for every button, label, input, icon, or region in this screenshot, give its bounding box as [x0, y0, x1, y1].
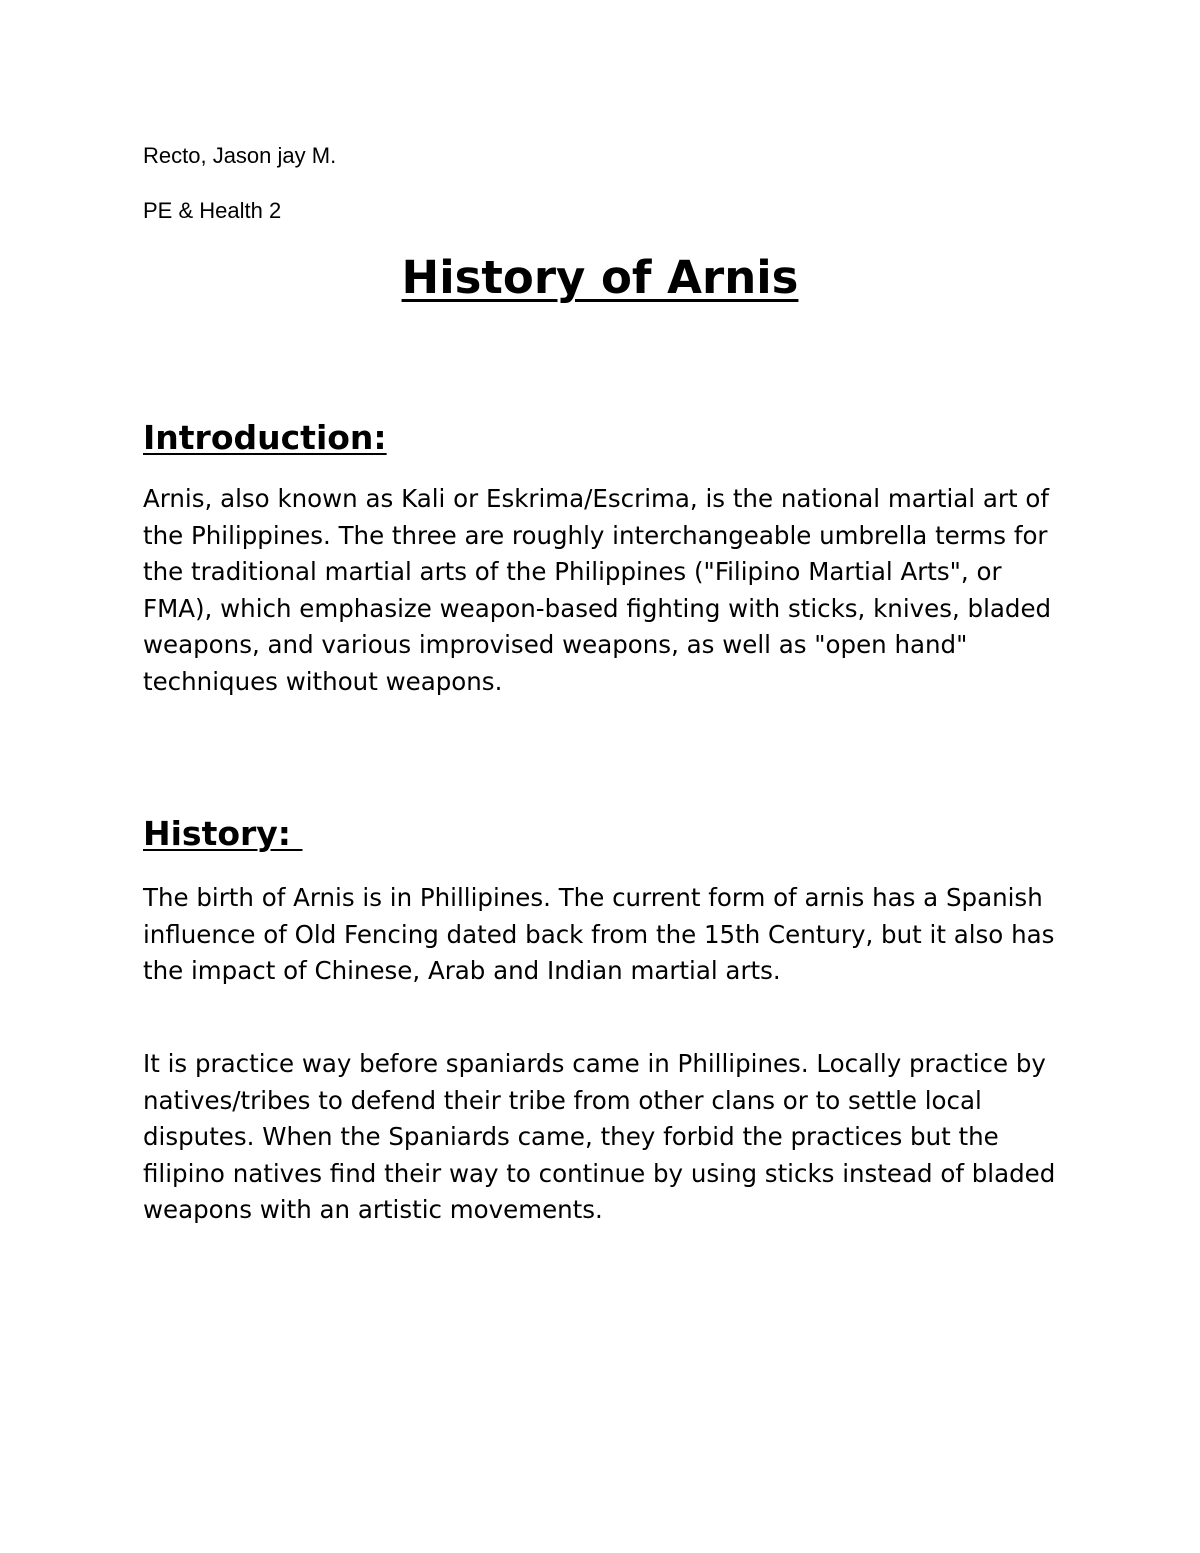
history-paragraph-2: It is practice way before spaniards came in Phillipines. Locally practice by natives/tribes to defend their tribe from other clans or to settle local disputes. When the Spaniards came, they forbid the practices but the filipino natives find their way to continue by using sticks instead of bladed weapons with an artistic movements.	[143, 1049, 1056, 1224]
history-heading: History:	[143, 814, 303, 853]
introduction-paragraph: Arnis, also known as Kali or Eskrima/Escrima, is the national martial art of the Philippines. The three are roughly interchangeable umbrella terms for the traditional martial arts of the Philippines ("Filipino Martial Arts", or FMA), which emphasize weapon-based fighting with sticks, knives, bladed weapons, and various improvised weapons, as well as "open hand" techniques without weapons.	[143, 484, 1052, 696]
author-name: Recto, Jason jay M.	[143, 143, 337, 168]
document-title: History of Arnis	[401, 251, 799, 304]
introduction-heading: Introduction:	[143, 418, 387, 457]
course-name: PE & Health 2	[143, 198, 282, 223]
history-paragraph-1: The birth of Arnis is in Phillipines. The current form of arnis has a Spanish influence of Old Fencing dated back from the 15th Century, but it also has the impact of Chinese, Arab and Indian martial arts.	[143, 883, 1055, 985]
